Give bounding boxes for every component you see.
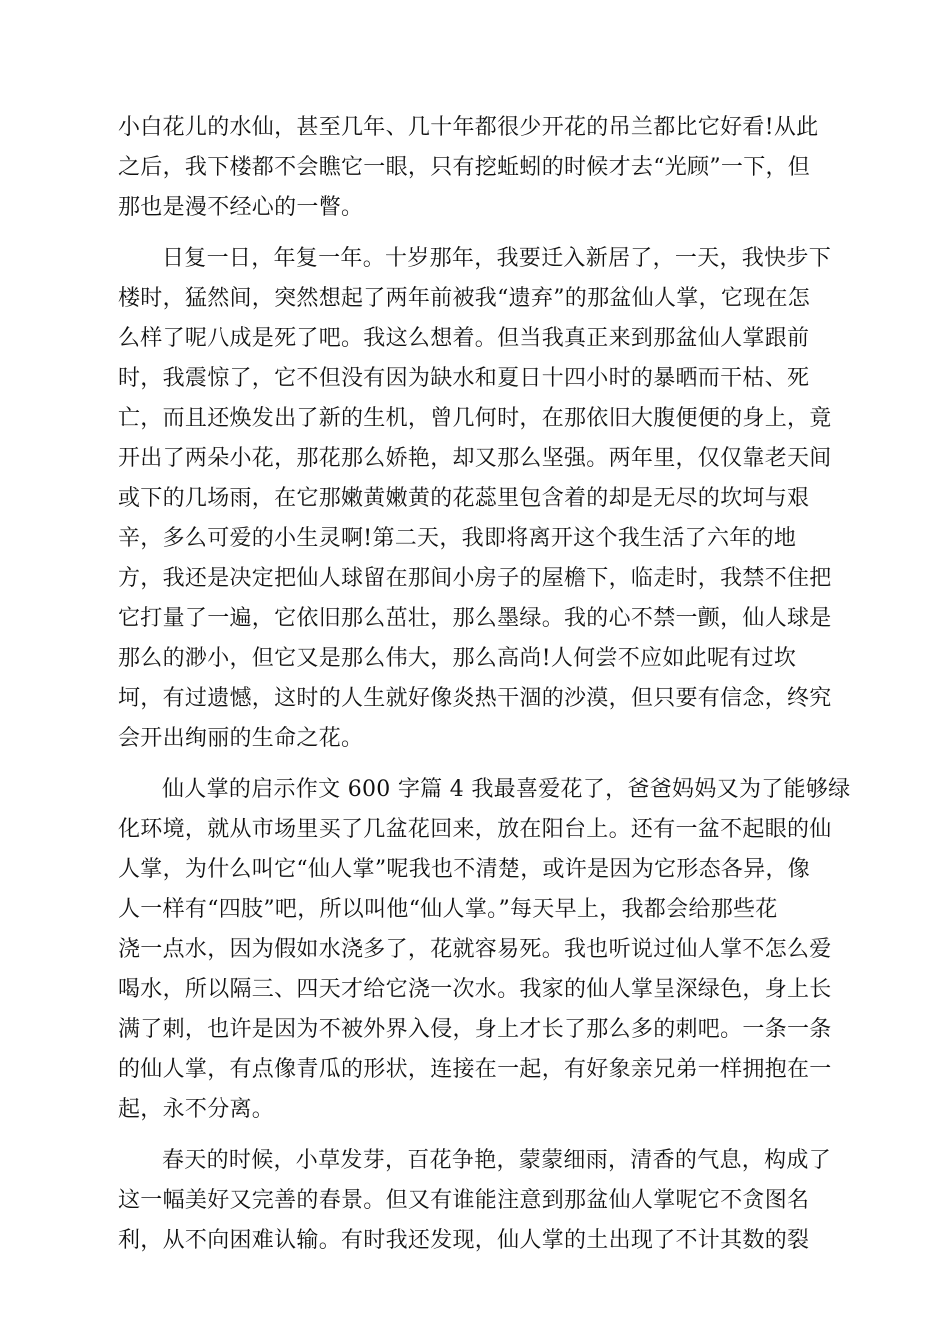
- text-line: 春天的时候，小草发芽，百花争艳，蒙蒙细雨，清香的气息，构成了: [162, 1148, 832, 1173]
- text-line: 浇一点水，因为假如水浇多了，花就容易死。我也听说过仙人掌不怎么爱: [118, 937, 832, 962]
- text-line: 么样了呢八成是死了吧。我这么想着。但当我真正来到那盆仙人掌跟前: [118, 326, 810, 351]
- text-line: 开出了两朵小花，那花那么娇艳，却又那么坚强。两年里，仅仅靠老天间: [118, 446, 832, 471]
- text-line: 小白花儿的水仙，甚至几年、几十年都很少开花的吊兰都比它好看!从此: [118, 115, 819, 140]
- text-line: 的仙人掌，有点像青瓜的形状，连接在一起，有好象亲兄弟一样拥抱在一: [118, 1057, 832, 1082]
- text-line: 这一幅美好又完善的春景。但又有谁能注意到那盆仙人掌呢它不贪图名: [118, 1188, 810, 1213]
- text-line: 人掌，为什么叫它“仙人掌”呢我也不清楚，或许是因为它形态各异，像: [118, 857, 811, 882]
- text-line: 坷，有过遗憾，这时的人生就好像炎热干涸的沙漠，但只要有信念，终究: [118, 686, 832, 711]
- text-line: 楼时，猛然间，突然想起了两年前被我“遗弃”的那盆仙人掌，它现在怎: [118, 286, 811, 311]
- text-line: 满了刺，也许是因为不被外界入侵，身上才长了那么多的刺吧。一条一条: [118, 1017, 832, 1042]
- text-line: 仙人掌的启示作文 600 字篇 4 我最喜爱花了，爸爸妈妈又为了能够绿: [162, 777, 851, 802]
- text-line: 亡，而且还焕发出了新的生机，曾几何时，在那依旧大腹便便的身上，竟: [118, 406, 832, 431]
- text-line: 那么的渺小，但它又是那么伟大，那么高尚!人何尝不应如此呢有过坎: [118, 646, 797, 671]
- text-line: 那也是漫不经心的一瞥。: [118, 195, 364, 220]
- text-line: 化环境，就从市场里买了几盆花回来，放在阳台上。还有一盆不起眼的仙: [118, 817, 832, 842]
- text-line: 之后，我下楼都不会瞧它一眼，只有挖蚯蚓的时候才去“光顾”一下，但: [118, 155, 811, 180]
- text-line: 人一样有“四肢”吧，所以叫他“仙人掌。”每天早上，我都会给那些花: [118, 897, 778, 922]
- text-line: 辛，多么可爱的小生灵啊!第二天，我即将离开这个我生活了六年的地: [118, 526, 797, 551]
- text-line: 时，我震惊了，它不但没有因为缺水和夏日十四小时的暴晒而干枯、死: [118, 366, 810, 391]
- text-line: 日复一日，年复一年。十岁那年，我要迁入新居了，一天，我快步下: [162, 246, 832, 271]
- text-line: 起，永不分离。: [118, 1097, 275, 1122]
- text-line: 它打量了一遍，它依旧那么茁壮，那么墨绿。我的心不禁一颤，仙人球是: [118, 606, 832, 631]
- text-line: 会开出绚丽的生命之花。: [118, 726, 364, 751]
- text-line: 喝水，所以隔三、四天才给它浇一次水。我家的仙人掌呈深绿色，身上长: [118, 977, 832, 1002]
- text-line: 方，我还是决定把仙人球留在那间小房子的屋檐下，临走时，我禁不住把: [118, 566, 832, 591]
- text-line: 利，从不向困难认输。有时我还发现，仙人掌的土出现了不计其数的裂: [118, 1228, 810, 1253]
- text-line: 或下的几场雨，在它那嫩黄嫩黄的花蕊里包含着的却是无尽的坎坷与艰: [118, 486, 810, 511]
